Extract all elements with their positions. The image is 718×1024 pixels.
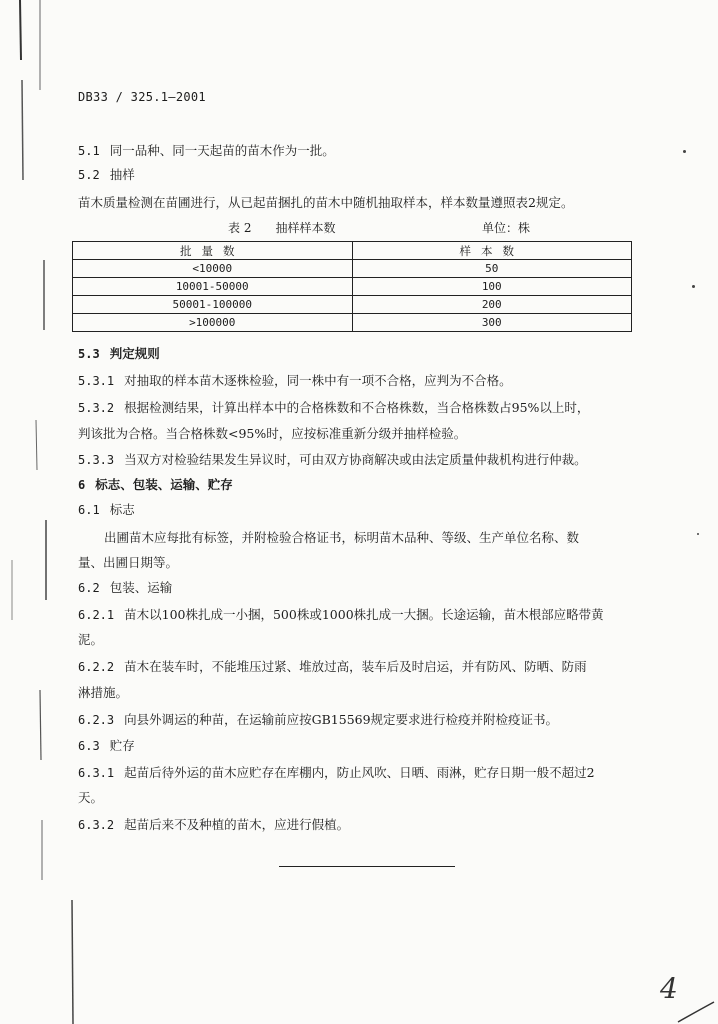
header-batch-size: 批量数 [73, 242, 353, 260]
clause-6-2-1 [78, 607, 604, 623]
sample-size-cell: 100 [352, 278, 632, 296]
clause-title: 贮存 [109, 738, 135, 753]
clause-6-3-1-continued: 天。 [78, 790, 104, 805]
batch-size-cell: 10001-50000 [73, 278, 353, 296]
table-caption: 表 2 抽样样本数 [228, 221, 336, 235]
clause-text: 对抽取的样本苗木逐株检验，同一株中有一项不合格，应判为不合格。 [124, 373, 512, 388]
clause-text: 当双方对检验结果发生异议时，可由双方协商解决或由法定质量仲裁机构进行仲裁。 [124, 452, 587, 467]
batch-size-cell: 50001-100000 [73, 296, 353, 314]
clause-number: 5.2 [78, 168, 100, 182]
clause-number: 6 [78, 478, 86, 492]
clause-6-3-2 [78, 817, 349, 833]
table-row [73, 260, 632, 278]
clause-number: 5.3.2 [78, 401, 115, 415]
header-sample-size: 样本数 [352, 242, 632, 260]
clause-title: 标志 [109, 502, 135, 517]
scan-speck [692, 285, 695, 288]
clause-number: 5.3.1 [78, 374, 115, 388]
clause-text: 苗木以100株扎成一小捆，500株或1000株扎成一大捆。长途运输，苗木根部应略带黄 [124, 607, 604, 622]
clause-number: 6.1 [78, 503, 100, 517]
sample-size-cell: 50 [352, 260, 632, 278]
clause-title: 标志、包装、运输、贮存 [95, 477, 233, 492]
clause-6-2-1-continued: 泥。 [78, 632, 104, 647]
clause-number: 6.2.1 [78, 608, 115, 622]
clause-6-1-body: 出圃苗木应每批有标签，并附检验合格证书，标明苗木品种、等级、生产单位名称、数 [104, 530, 580, 545]
clause-number: 6.2.3 [78, 713, 115, 727]
clause-title: 判定规则 [109, 346, 160, 361]
clause-6-1-body-continued: 量、出圃日期等。 [78, 555, 179, 570]
clause-5-3-heading [78, 346, 160, 362]
document-code: DB33 / 325.1—2001 [78, 90, 206, 104]
clause-6-3-1 [78, 765, 595, 781]
clause-6-3-heading [78, 738, 135, 754]
clause-5-3-2-continued: 判该批为合格。当合格株数<95%时，应按标准重新分级并抽样检验。 [78, 426, 467, 441]
sample-size-cell: 200 [352, 296, 632, 314]
clause-text: 同一品种、同一天起苗的苗木作为一批。 [109, 143, 335, 158]
clause-number: 6.2 [78, 581, 100, 595]
clause-5-3-3 [78, 452, 587, 468]
table-unit: 单位：株 [482, 221, 531, 235]
pen-mark [676, 1000, 716, 1024]
clause-number: 5.1 [78, 144, 100, 158]
clause-text: 起苗后待外运的苗木应贮存在库棚内，防止风吹、日晒、雨淋，贮存日期一般不超过2 [124, 765, 595, 780]
clause-number: 6.2.2 [78, 660, 115, 674]
clause-number: 6.3.2 [78, 818, 115, 832]
table-header-row [73, 242, 632, 260]
scan-binding-marks [0, 0, 90, 1024]
scan-speck [683, 150, 686, 153]
clause-text: 苗木在装车时，不能堆压过紧、堆放过高，装车后及时启运，并有防风、防晒、防雨 [124, 659, 587, 674]
clause-5-3-2 [78, 400, 589, 416]
clause-6-2-2 [78, 659, 587, 675]
table-row [73, 314, 632, 332]
clause-6-2-2-continued: 淋措施。 [78, 685, 129, 700]
clause-number: 5.3 [78, 347, 100, 361]
batch-size-cell: >100000 [73, 314, 353, 332]
table-row [73, 296, 632, 314]
scan-speck [697, 533, 699, 535]
clause-text: 向县外调运的种苗，在运输前应按GB15569规定要求进行检疫并附检疫证书。 [124, 712, 559, 727]
clause-title: 包装、运输 [109, 580, 173, 595]
clause-5-2-body: 苗木质量检测在苗圃进行，从已起苗捆扎的苗木中随机抽取样本，样本数量遵照表2规定。 [78, 195, 574, 210]
clause-5-3-1 [78, 373, 512, 389]
clause-text: 根据检测结果，计算出样本中的合格株数和不合格株数，当合格株数占95%以上时， [124, 400, 590, 415]
table-row [73, 278, 632, 296]
clause-5-2-heading [78, 167, 135, 183]
clause-6-2-heading [78, 580, 172, 596]
clause-6-2-3 [78, 712, 558, 728]
section-6-heading [78, 477, 233, 493]
handwritten-page-number: 4 [660, 972, 678, 1005]
clause-number: 6.3.1 [78, 766, 115, 780]
batch-size-cell: <10000 [73, 260, 353, 278]
clause-text: 起苗后来不及种植的苗木，应进行假植。 [124, 817, 350, 832]
sample-size-cell: 300 [352, 314, 632, 332]
clause-number: 5.3.3 [78, 453, 115, 467]
clause-6-1-heading [78, 502, 135, 518]
end-of-standard-rule [279, 866, 455, 867]
sample-size-table [72, 241, 632, 332]
clause-5-1 [78, 143, 335, 159]
clause-number: 6.3 [78, 739, 100, 753]
clause-title: 抽样 [109, 167, 135, 182]
